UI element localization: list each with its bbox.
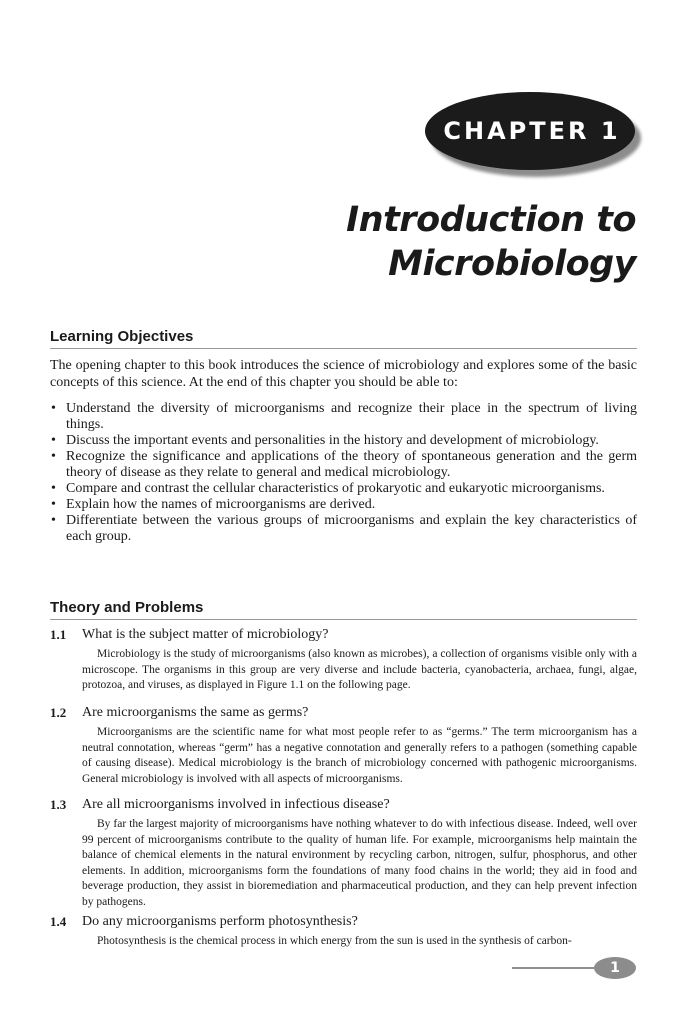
question-text: Are microorganisms the same as germs? [82,705,309,720]
answer-text: Microbiology is the study of microorganisms (also known as microbes), a collection of organisms visible only with a microscope. The organisms in this group are very diverse and include bacteria, cyanobacteria, archaea, fungi, algae, protozoa, and viruses, as displayed in Figure 1.1 on the following page. [82,648,637,691]
question-block [50,704,637,787]
chapter-badge-label: CHAPTER 1 [443,117,621,145]
objectives-list [50,401,637,545]
chapter-title [346,198,636,286]
theory-problems-heading: Theory and Problems [50,599,637,620]
chapter-badge [425,92,635,170]
question-row [50,704,637,721]
objective-item: • Understand the diversity of microorganisms and recognize their place in the spectrum of living things. [50,401,637,433]
question-text: What is the subject matter of microbiology? [82,627,329,642]
question-block [50,796,637,910]
page-number: 1 [594,957,636,979]
question-text: Are all microorganisms involved in infectious disease? [82,797,390,812]
question-number: 1.3 [50,797,67,812]
learning-objectives-heading: Learning Objectives [50,328,637,349]
answer-text: By far the largest majority of microorganisms have nothing whatever to do with infectious disease. Indeed, well over 99 percent of microorganisms contribute to the quality of human life. For example, microorganisms help maintain the balance of chemical elements in the natural environment by recycling carbon, nitrogen, sulfur, phosphorus, and other elements. In addition, microorganisms form the foundations of many food chains in the world; they aid in food and beverage production, they assist in bioremediation and pharmaceutical production, and they can help prevent infection by pathogens. [82,818,637,908]
question-block [50,626,637,694]
objective-item: • Differentiate between the various groups of microorganisms and explain the key characteristics of each group. [50,513,637,545]
question-row [50,913,637,930]
chapter-title-line-1: Introduction to [346,200,636,240]
question-number: 1.1 [50,627,67,642]
objective-item: • Discuss the important events and personalities in the history and development of microbiology. [50,433,637,449]
question-row [50,626,637,643]
answer-text: Photosynthesis is the chemical process in which energy from the sun is used in the synthesis of carbon- [97,935,572,947]
question-number: 1.2 [50,705,67,720]
page-number-rule [512,967,602,969]
question-number: 1.4 [50,914,67,929]
question-row [50,796,637,813]
objective-item: • Recognize the significance and applications of the theory of spontaneous generation and the germ theory of disease as they relate to general and medical microbiology. [50,449,637,481]
answer-text: Microorganisms are the scientific name for what most people refer to as “germs.” The term microorganism has a neutral connotation, whereas “germ” has a negative connotation and generally refers to a pathogen (something capable of causing disease). Medical microbiology is the branch of microbiology concerned with pathogenic microorganisms. General microbiology is involved with all aspects of microorganisms. [82,726,637,785]
objective-item: • Compare and contrast the cellular characteristics of prokaryotic and eukaryotic microorganisms. [50,481,637,497]
objective-item: • Explain how the names of microorganisms are derived. [50,497,637,513]
question-text: Do any microorganisms perform photosynthesis? [82,914,358,929]
chapter-title-line-2: Microbiology [388,244,636,284]
learning-objectives-intro: The opening chapter to this book introduces the science of microbiology and explores some of the basic concepts of this science. At the end of this chapter you should be able to: [50,358,637,390]
question-block [50,913,637,950]
